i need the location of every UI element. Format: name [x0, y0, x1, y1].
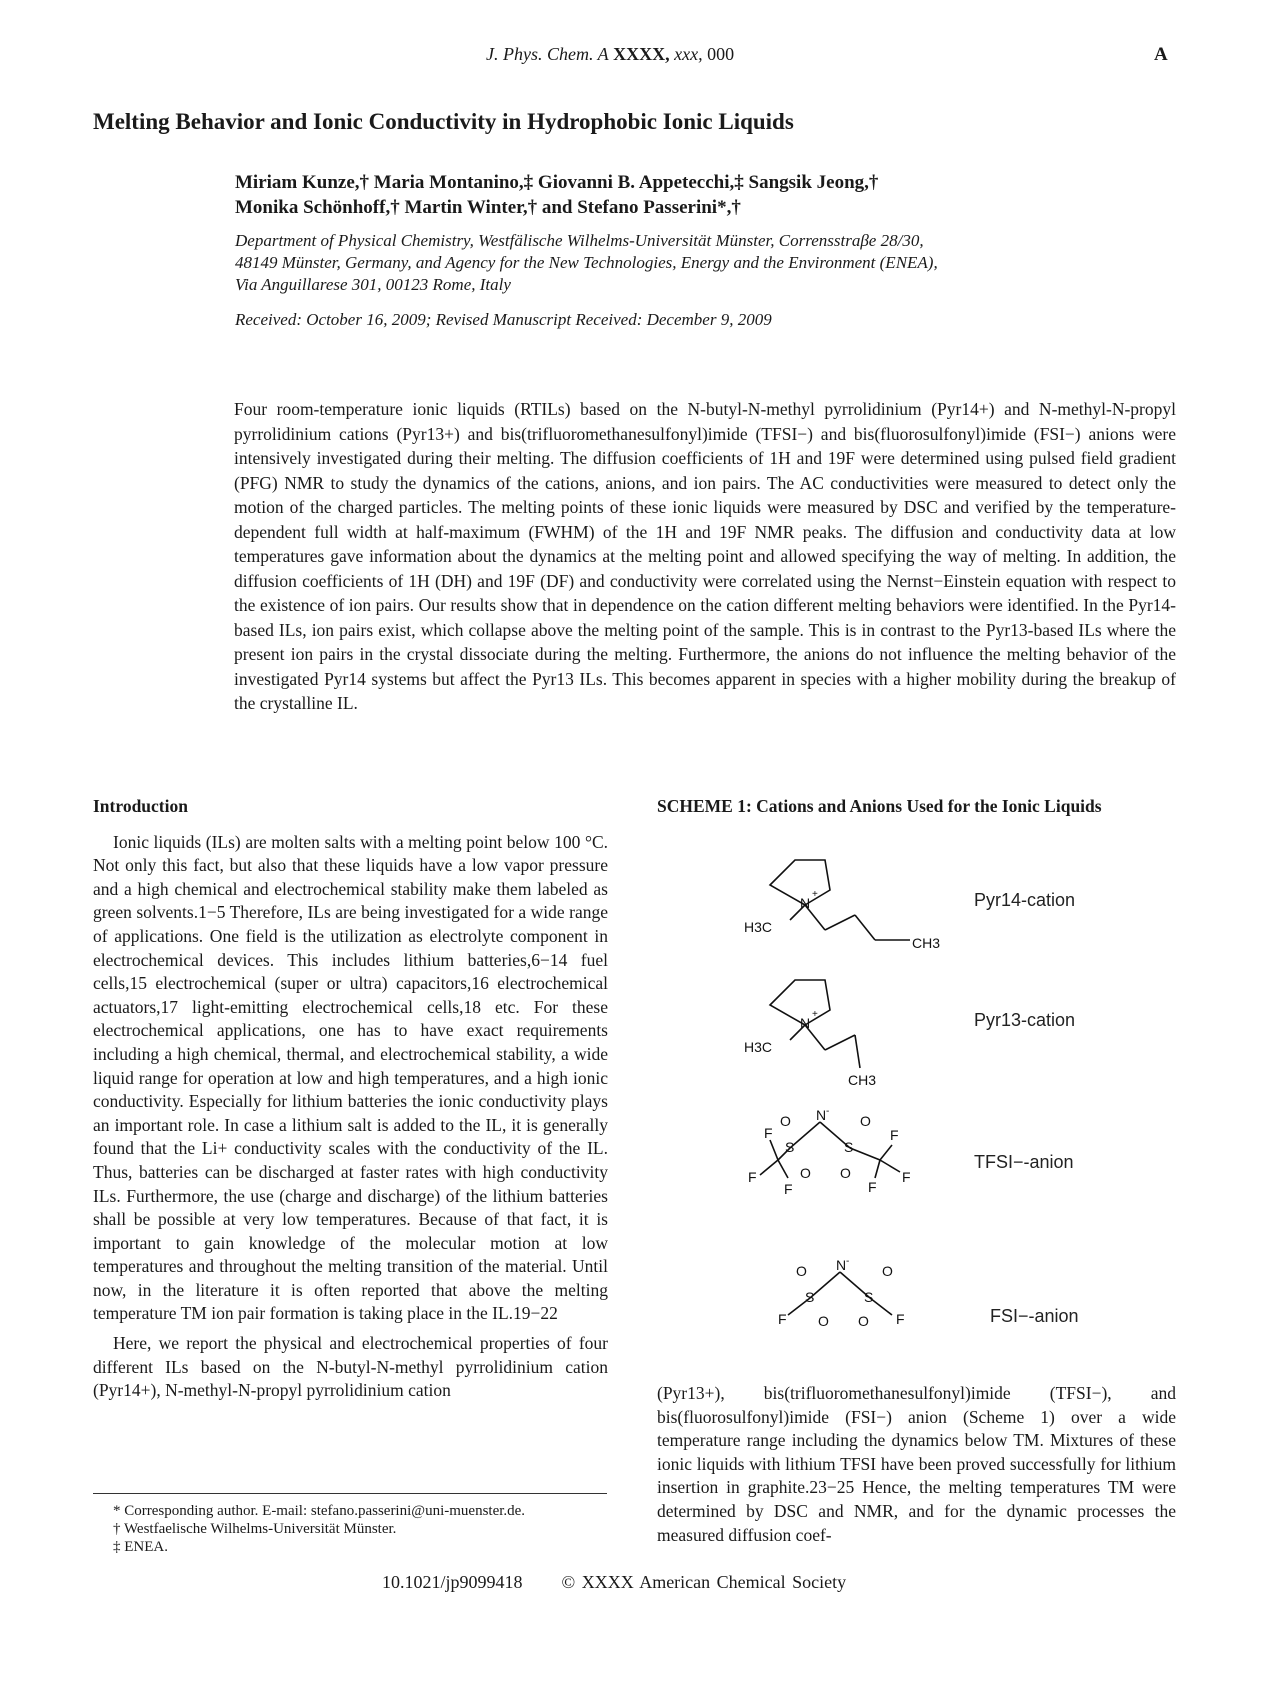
introduction-heading: Introduction	[93, 796, 188, 816]
atom-s: S	[805, 1289, 815, 1305]
atom-o: O	[800, 1165, 811, 1181]
footnotes	[93, 1502, 613, 1556]
scheme-title: SCHEME 1: Cations and Anions Used for the Ionic Liquids	[657, 796, 1102, 816]
atom-o: O	[840, 1165, 851, 1181]
tfsi-structure	[748, 1106, 911, 1197]
atom-plus: +	[812, 889, 818, 900]
atom-f: F	[778, 1311, 787, 1327]
atom-h3c: H3C	[744, 1039, 773, 1055]
scheme-figure	[740, 840, 1160, 1360]
scheme-label-pyr14: Pyr14-cation	[974, 890, 1076, 910]
affiliation	[235, 230, 1135, 296]
atom-o: O	[818, 1313, 829, 1329]
journal-volume: XXXX,	[613, 44, 670, 64]
atom-s: S	[785, 1139, 795, 1155]
fsi-structure	[778, 1256, 905, 1329]
atom-f: F	[890, 1127, 899, 1143]
journal-abbrev: J. Phys. Chem. A	[486, 44, 609, 64]
atom-f: F	[784, 1181, 793, 1197]
author-list	[235, 170, 1135, 220]
scheme-label-fsi: FSI−-anion	[990, 1306, 1079, 1326]
affiliation-line-2: 48149 Münster, Germany, and Agency for the New Technologies, Energy and the Environment (ENEA),	[235, 253, 938, 272]
footnote-rule	[93, 1493, 607, 1494]
authors-line-2: Monika Schönhoff,† Martin Winter,† and Stefano Passerini*,†	[235, 197, 741, 218]
pyr14-structure	[744, 860, 940, 951]
atom-o: O	[882, 1263, 893, 1279]
atom-f: F	[868, 1179, 877, 1195]
introduction-paragraph-1: Ionic liquids (ILs) are molten salts with a melting point below 100 °C. Not only this fact, but also that these liquids have a low vapor pressure and a high chemical and electrochemical stability make them labeled as green solvents.1−5 Therefore, ILs are being investigated for a wide range of applications. One field is the utilization as electrolyte component in electrochemical devices. This includes lithium batteries,6−14 fuel cells,15 electrochemical (super or ultra) capacitors,16 electrochemical actuators,17 light-emitting electrochemical cells,18 etc. For these electrochemical applications, one has to have exact requirements including a high chemical, thermal, and electrochemical stability, a wide liquid range for operation at low and high temperatures, and a high ionic conductivity. Especially for lithium batteries the ionic conductivity plays an important role. In case a lithium salt is added to the IL, it is generally found that the Li+ conductivity scales with the conductivity of the IL. Thus, batteries can be discharged at faster rates with high conductivity ILs. Furthermore, the use (charge and discharge) of the lithium batteries shall be possible at very low temperatures. Because of that fact, it is important to gain knowledge of the molecular motion at low temperatures and throughout the melting transition of the material. Until now, in the literature it is often reported that above the melting temperature TM ion pair formation is taking place in the IL.19−22	[93, 831, 608, 1324]
received-dates: Received: October 16, 2009; Revised Manuscript Received: December 9, 2009	[235, 310, 772, 329]
introduction-paragraph-2: Here, we report the physical and electrochemical properties of four different ILs based on the N-butyl-N-methyl pyrrolidinium cation (Pyr14+), N-methyl-N-propyl pyrrolidinium cation	[93, 1333, 608, 1401]
authors-line-1: Miriam Kunze,† Maria Montanino,‡ Giovanni B. Appetecchi,‡ Sangsik Jeong,†	[235, 172, 879, 193]
abstract: Four room-temperature ionic liquids (RTILs) based on the N-butyl-N-methyl pyrrolidinium (Pyr14+) and N-methyl-N-propyl pyrrolidinium cations (Pyr13+) and bis(trifluoromethanesulfonyl)imide (TFSI−) and bis(fluorosulfonyl)imide (FSI−) anions were intensively investigated during their melting. The diffusion coefficients of 1H and 19F were determined using pulsed field gradient (PFG) NMR to study the dynamics of the cations, anions, and ion pairs. The AC conductivities were measured to detect only the motion of the charged particles. The melting points of these ionic liquids were measured by DSC and verified by the temperature-dependent full width at half-maximum (FWHM) of the 1H and 19F NMR peaks. The diffusion and conductivity data at low temperatures gave information about the dynamics at the melting point and allowed specifying the way of melting. In addition, the diffusion coefficients of 1H (DH) and 19F (DF) and conductivity were correlated using the Nernst−Einstein equation with respect to the existence of ion pairs. Our results show that in dependence on the cation different melting behaviors were identified. In the Pyr14-based ILs, ion pairs exist, which collapse above the melting point of the sample. This is in contrast to the Pyr13-based ILs where the present ion pairs in the crystal dissociate during the melting. Furthermore, the anions do not influence the melting behavior of the investigated Pyr14 systems but affect the Pyr13 ILs. This becomes apparent in species with a higher mobility during the breakup of the crystalline IL.	[234, 399, 1176, 713]
footnote-corresponding: * Corresponding author. E-mail: stefano.passerini@uni-muenster.de.	[113, 1503, 526, 1519]
atom-minus: -	[846, 1256, 850, 1267]
atom-ch3: CH3	[912, 935, 941, 951]
atom-f: F	[764, 1125, 773, 1141]
atom-o: O	[780, 1113, 791, 1129]
footnote-ddagger: ‡ ENEA.	[113, 1539, 168, 1555]
running-header	[0, 44, 1280, 70]
atom-n: N	[816, 1107, 827, 1123]
page-letter: A	[1154, 44, 1168, 65]
atom-s: S	[864, 1289, 874, 1305]
atom-o: O	[860, 1113, 871, 1129]
copyright: © XXXX American Chemical Society	[561, 1572, 847, 1592]
journal-citation	[486, 44, 734, 65]
atom-n: N	[836, 1257, 847, 1273]
atom-o: O	[796, 1263, 807, 1279]
introduction-paragraph-3: (Pyr13+), bis(trifluoromethanesulfonyl)imide (TFSI−), and bis(fluorosulfonyl)imide (FSI−) anion (Scheme 1) over a wide temperature range including the dynamics below TM. Mixtures of these ionic liquids with lithium TFSI have been proved successfully for lithium insertion in graphite.23−25 Hence, the melting temperatures TM were determined by DSC and NMR, and for the dynamic processes the measured diffusion coef-	[657, 1383, 1176, 1545]
introduction-right-column	[657, 1382, 1176, 1547]
journal-page: 000	[707, 44, 735, 64]
atom-n: N	[800, 895, 811, 911]
affiliation-line-1: Department of Physical Chemistry, Westfälische Wilhelms-Universität Münster, Corrensstraβe 28/30,	[235, 231, 924, 250]
scheme-structures	[740, 840, 1160, 1360]
atom-n: N	[800, 1015, 811, 1031]
atom-f: F	[748, 1169, 757, 1185]
article-title: Melting Behavior and Ionic Conductivity in Hydrophobic Ionic Liquids	[93, 109, 794, 134]
footnote-dagger: † Westfaelische Wilhelms-Universität Münster.	[113, 1521, 397, 1537]
page-footer	[382, 1572, 846, 1593]
affiliation-line-3: Via Anguillarese 301, 00123 Rome, Italy	[235, 275, 511, 294]
scheme-label-tfsi: TFSI−-anion	[974, 1152, 1074, 1172]
atom-f: F	[896, 1311, 905, 1327]
atom-s: S	[844, 1139, 854, 1155]
atom-h3c: H3C	[744, 919, 773, 935]
atom-o: O	[858, 1313, 869, 1329]
atom-minus: -	[826, 1106, 830, 1117]
pyr13-structure	[744, 980, 876, 1088]
atom-f: F	[902, 1169, 911, 1185]
scheme-label-pyr13: Pyr13-cation	[974, 1010, 1076, 1030]
journal-issue: xxx,	[674, 44, 703, 64]
atom-plus: +	[812, 1009, 818, 1020]
atom-ch3: CH3	[848, 1072, 877, 1088]
introduction-left-column	[93, 795, 608, 1409]
doi: 10.1021/jp9099418	[382, 1572, 523, 1592]
